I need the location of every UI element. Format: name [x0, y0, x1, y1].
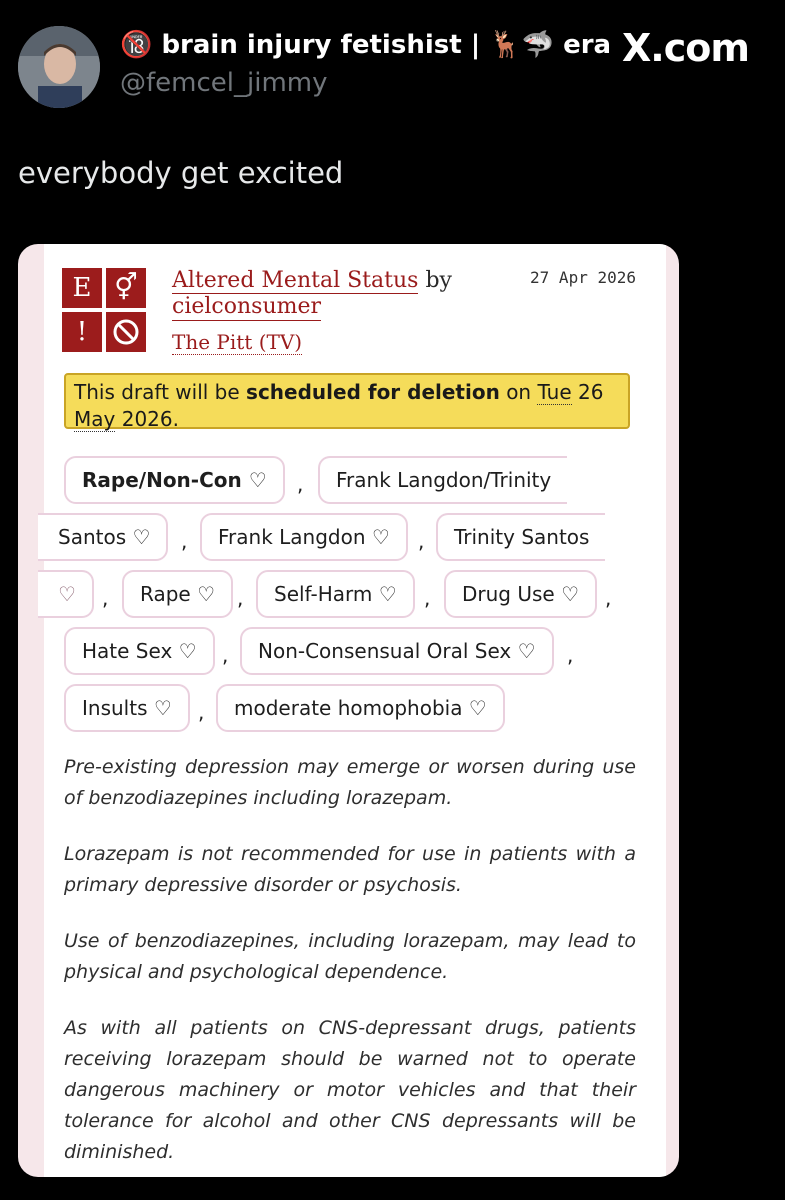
no-under-18-icon: 🔞	[120, 30, 153, 60]
fandom-link[interactable]: The Pitt (TV)	[172, 330, 303, 354]
summary-paragraph: As with all patients on CNS-depressant drugs, patients receiving lorazepam should be warned not to operate dangerous machinery or motor vehicles and that their tolerance for alcohol and other CNS depressants will be diminished.	[64, 1017, 636, 1163]
category-icon: ⚥	[106, 268, 146, 308]
notice-day: Tue	[537, 380, 572, 404]
tag-freeform[interactable]: Insults ♡	[64, 684, 190, 732]
tag-freeform[interactable]: Hate Sex ♡	[64, 627, 215, 675]
notice-month: May	[74, 407, 116, 431]
tag-relationship[interactable]: Frank Langdon/Trinity	[318, 456, 567, 504]
notice-bold: scheduled for deletion	[246, 380, 500, 404]
tag-comma: ,	[297, 472, 304, 496]
user-handle[interactable]: @femcel_jimmy	[120, 68, 328, 98]
author-link[interactable]: cielconsumer	[172, 294, 322, 319]
summary-paragraph: Pre-existing depression may emerge or worsen during use of benzodiazepines including lorazepam.	[64, 756, 636, 809]
notice-middle: on	[506, 380, 532, 404]
display-name-text: brain injury fetishist |	[161, 30, 481, 60]
notice-year: 2026.	[121, 407, 179, 431]
tag-character[interactable]: Frank Langdon ♡	[200, 513, 408, 561]
summary-paragraph: Lorazepam is not recommended for use in patients with a primary depressive disorder or psychosis.	[64, 843, 636, 896]
deer-shark-icon: 🦌🦈	[489, 30, 555, 60]
tag-freeform[interactable]: Self-Harm ♡	[256, 570, 415, 618]
not-complete-icon	[106, 312, 146, 352]
avatar[interactable]	[18, 26, 100, 108]
tag-comma: ,	[605, 586, 612, 610]
tag-comma: ,	[102, 586, 109, 610]
deletion-notice	[64, 373, 630, 429]
tag-comma: ,	[222, 643, 229, 667]
tag-comma: ,	[418, 529, 425, 553]
tag-comma: ,	[198, 700, 205, 724]
avatar-image	[18, 26, 100, 108]
tag-comma: ,	[181, 529, 188, 553]
tag-relationship-cont[interactable]: Santos ♡	[38, 513, 168, 561]
notice-prefix: This draft will be	[74, 380, 240, 404]
tag-character-cont[interactable]: ♡	[38, 570, 94, 618]
tag-comma: ,	[237, 586, 244, 610]
tag-comma: ,	[567, 643, 574, 667]
tag-character[interactable]: Trinity Santos	[436, 513, 605, 561]
tag-warning[interactable]: Rape/Non-Con ♡	[64, 456, 285, 504]
tag-freeform[interactable]: Drug Use ♡	[444, 570, 597, 618]
embedded-screenshot[interactable]	[18, 244, 679, 1177]
tag-freeform[interactable]: moderate homophobia ♡	[216, 684, 505, 732]
summary-paragraph: Use of benzodiazepines, including lorazepam, may lead to physical and psychological dependence.	[64, 930, 636, 983]
notice-num: 26	[578, 380, 604, 404]
explicit-rating-icon: E	[62, 268, 102, 308]
display-name[interactable]	[120, 30, 611, 60]
work-title-link[interactable]: Altered Mental Status	[172, 268, 419, 293]
work-blurb	[44, 244, 666, 1177]
warnings-icon: !	[62, 312, 102, 352]
tag-freeform[interactable]: Non-Consensual Oral Sex ♡	[240, 627, 554, 675]
tag-freeform[interactable]: Rape ♡	[122, 570, 233, 618]
tag-comma: ,	[424, 586, 431, 610]
work-heading	[172, 268, 452, 293]
required-tags-grid	[62, 268, 152, 356]
x-logo: X.com	[622, 26, 749, 70]
tweet-text: everybody get excited	[18, 156, 344, 190]
display-name-suffix: era	[563, 30, 612, 60]
work-date: 27 Apr 2026	[530, 268, 636, 287]
by-label: by	[425, 268, 452, 293]
